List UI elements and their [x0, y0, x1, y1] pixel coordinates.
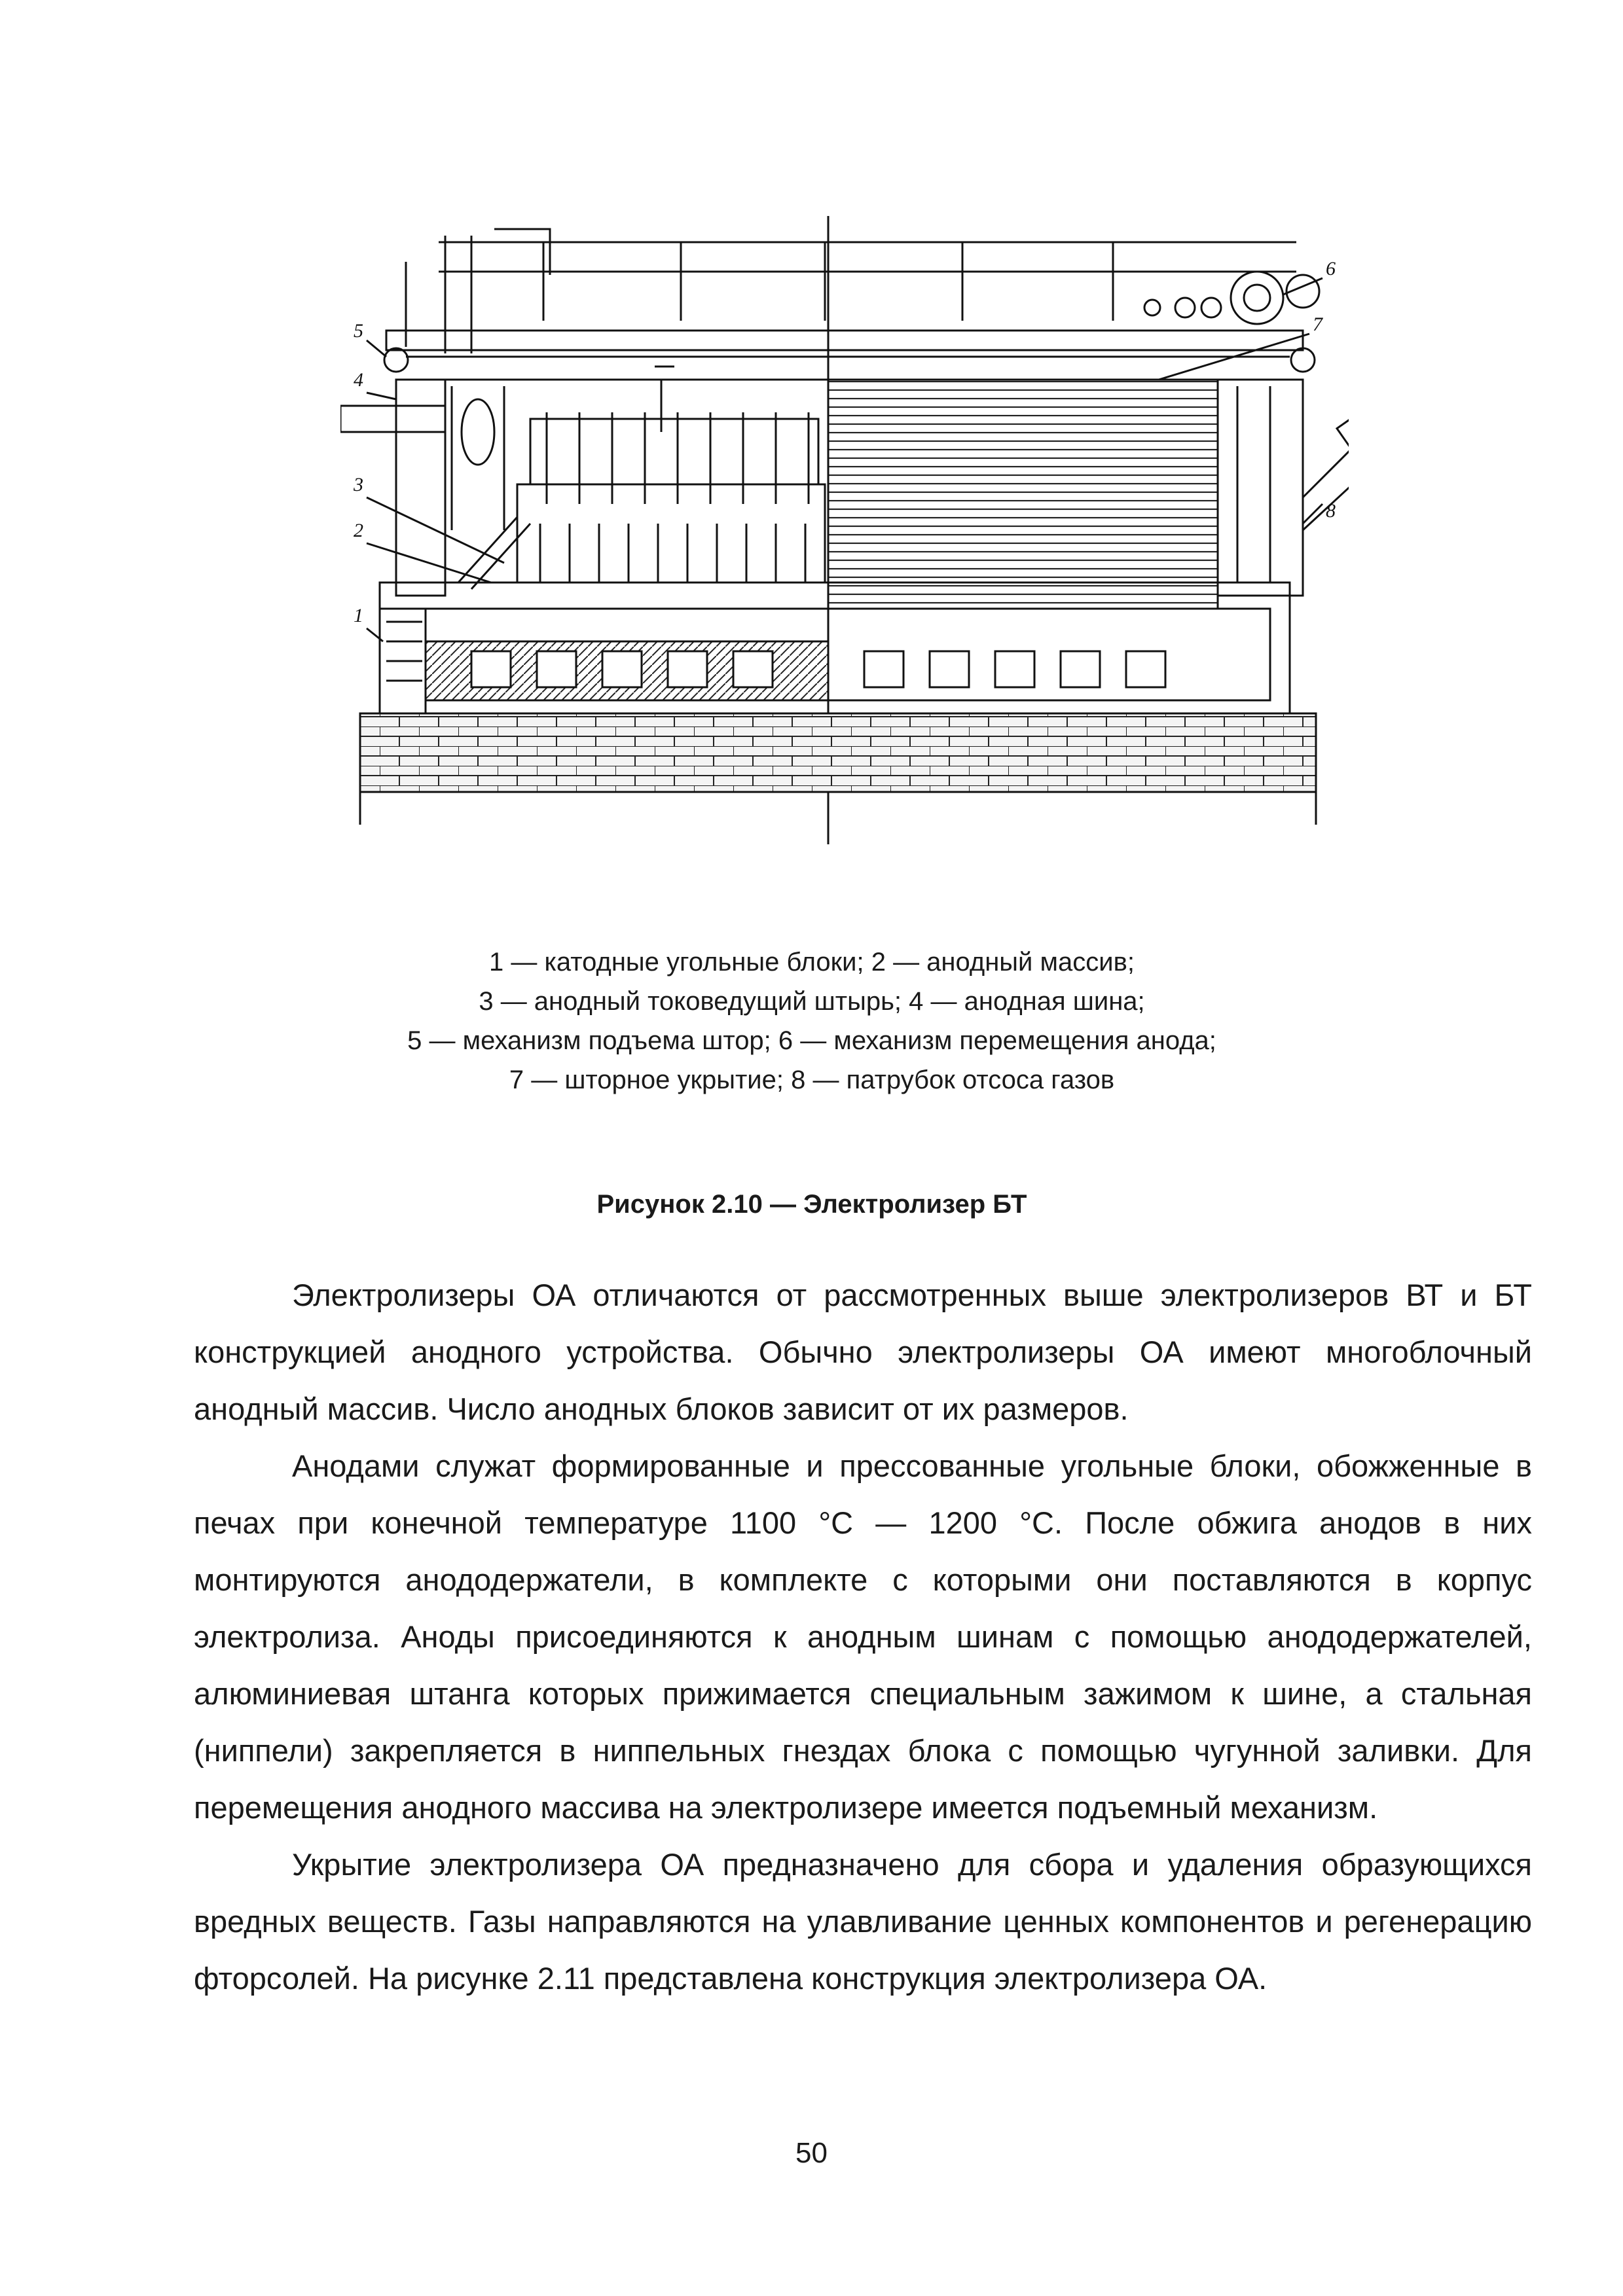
electrolyzer-figure	[340, 216, 1349, 844]
legend-line: 5 — механизм подъема штор; 6 — механизм перемещения анода;	[407, 1026, 1216, 1055]
legend-line: 7 — шторное укрытие; 8 — патрубок отсоса газов	[509, 1066, 1115, 1094]
callout-5: 5	[354, 320, 363, 342]
body-text	[194, 1266, 1532, 2007]
electrolyzer-drawing	[340, 216, 1349, 844]
legend-line: 1 — катодные угольные блоки; 2 — анодный массив;	[489, 948, 1135, 977]
paragraph: Анодами служат формированные и прессованные угольные блоки, обожженные в печах при конечной температуре 1100 °С — 1200 °С. После обжига анодов в них монтируются анододержатели, в комплекте с которыми они поставляются в корпус электролиза. Аноды присоединяются к анодным шинам с помощью анододержателей, алюминиевая штанга которых прижимается специальным зажимом к шине, а стальная (ниппели) закрепляется в ниппельных гнездах блока с помощью чугунной заливки. Для перемещения анодного массива на электролизере имеется подъемный механизм.	[194, 1448, 1532, 1825]
paragraph: Электролизеры ОА отличаются от рассмотренных выше электролизеров ВТ и БТ конструкцией анодного устройства. Обычно электролизеры ОА имеют многоблочный анодный массив. Число анодных блоков зависит от их размеров.	[194, 1278, 1532, 1426]
figure-legend	[196, 942, 1427, 1100]
callout-6: 6	[1326, 258, 1336, 279]
callout-1: 1	[354, 605, 363, 626]
callout-2: 2	[354, 520, 363, 541]
figure-caption: Рисунок 2.10 — Электролизер БТ	[596, 1190, 1027, 1219]
page-number: 50	[795, 2137, 828, 2169]
callout-3: 3	[354, 474, 363, 495]
paragraph: Укрытие электролизера ОА предназначено для сбора и удаления образующихся вредных веществ. Газы направляются на улавливание ценных компонентов и регенерацию фторсолей. На рисунке 2.11 представлена конструкция электролизера ОА.	[194, 1847, 1532, 1996]
callout-7: 7	[1313, 314, 1322, 335]
callout-4: 4	[354, 369, 363, 391]
legend-line: 3 — анодный токоведущий штырь; 4 — анодная шина;	[479, 987, 1145, 1016]
callout-8: 8	[1326, 500, 1336, 522]
